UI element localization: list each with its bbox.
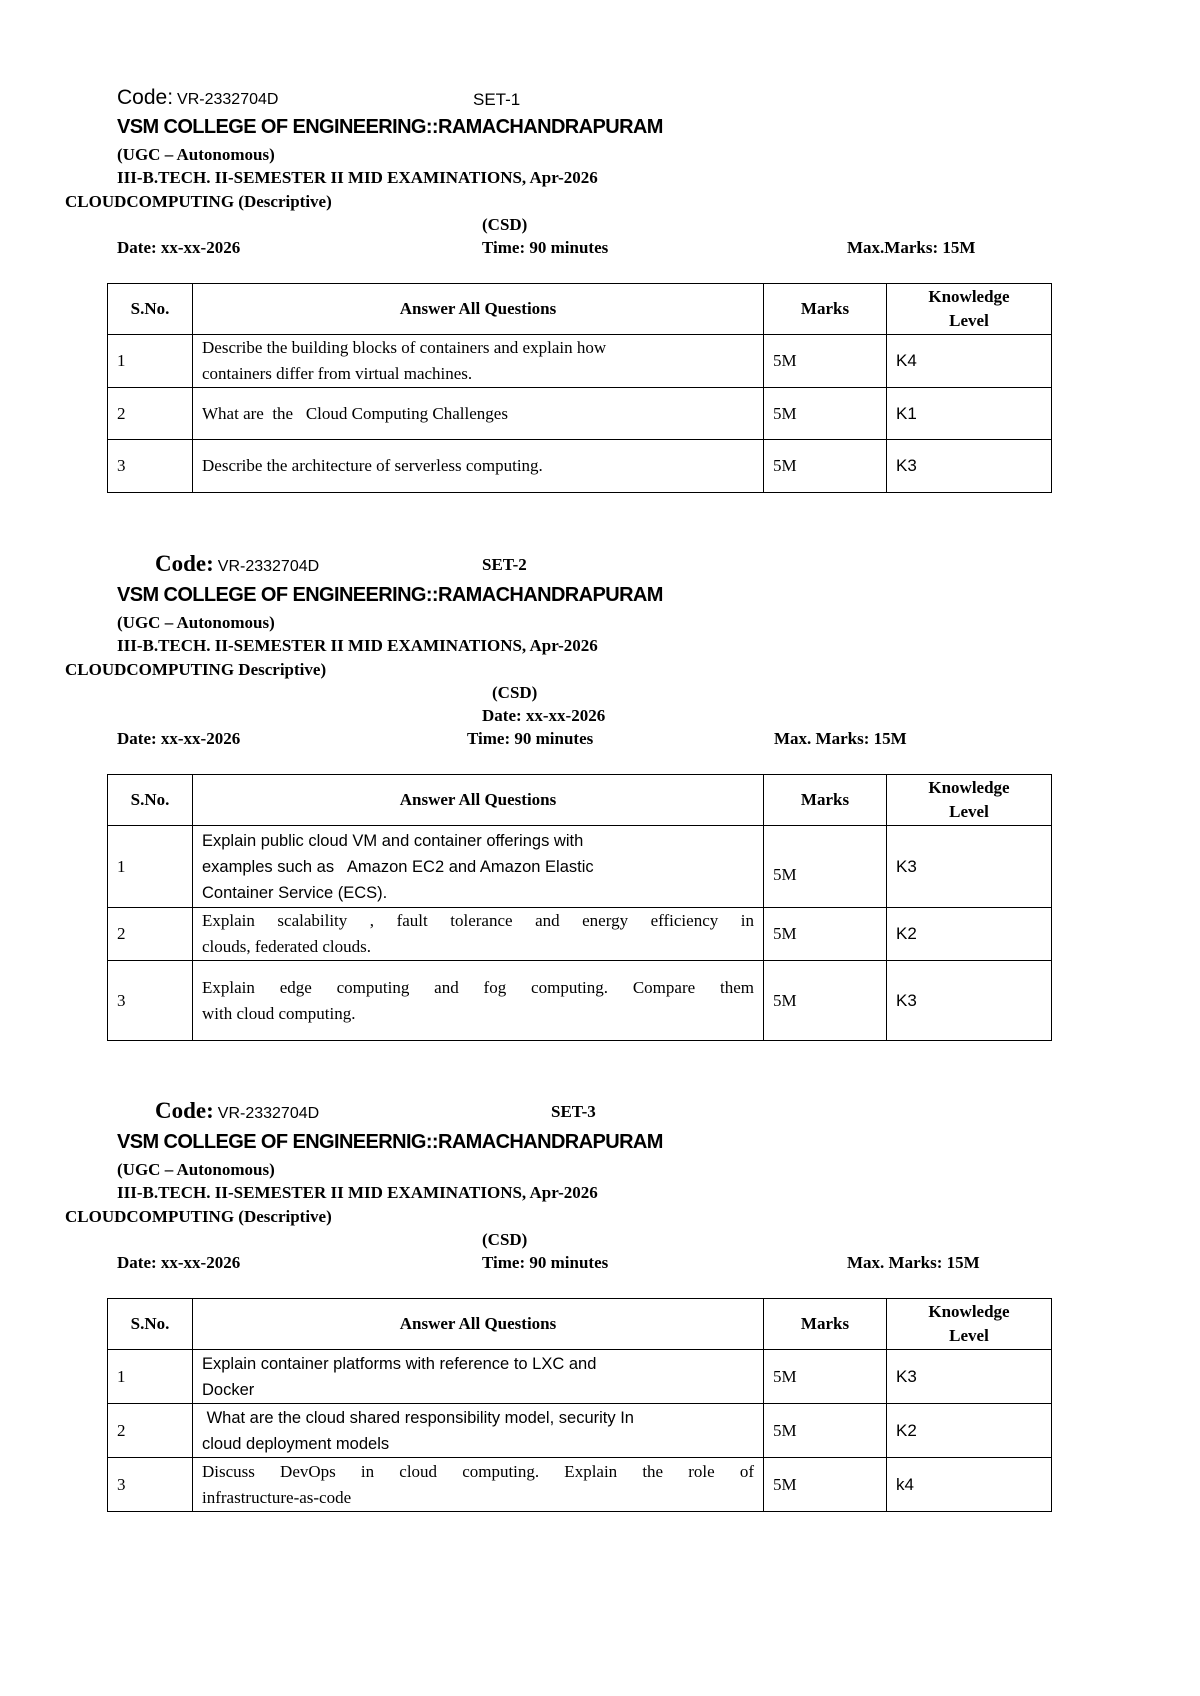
knowledge-level: K3 <box>887 826 1052 908</box>
table-row <box>108 1404 1052 1458</box>
question-text: Describe the building blocks of containers and explain how containers differ from virtual machines. <box>193 335 764 388</box>
max-marks: Max. Marks: 15M <box>847 1253 980 1272</box>
question-text: What are the cloud shared responsibility model, security In cloud deployment models <box>193 1404 764 1458</box>
code-label: Code: <box>155 551 214 576</box>
autonomous-label: (UGC – Autonomous) <box>117 1160 275 1179</box>
questions-table <box>107 774 1052 1041</box>
autonomous-label: (UGC – Autonomous) <box>117 613 275 632</box>
exam-date: Date: xx-xx-2026 <box>117 238 241 257</box>
question-marks: 5M <box>764 1404 887 1458</box>
table-row <box>108 908 1052 961</box>
header-knowledge-level: Knowledge Level <box>887 775 1052 826</box>
question-text: Discuss DevOps in cloud computing. Explain the role of infrastructure-as-code <box>193 1458 764 1512</box>
subject-title: CLOUDCOMPUTING (Descriptive) <box>65 1207 332 1226</box>
header-sno: S.No. <box>108 1299 193 1350</box>
question-number: 2 <box>108 908 193 961</box>
knowledge-level: k4 <box>887 1458 1052 1512</box>
table-row <box>108 388 1052 440</box>
question-text: Describe the architecture of serverless computing. <box>193 440 764 493</box>
college-name: VSM COLLEGE OF ENGINEERING::RAMACHANDRAPURAM <box>117 116 663 138</box>
table-header-row <box>108 284 1052 335</box>
header-questions: Answer All Questions <box>193 284 764 335</box>
exam-time: Time: 90 minutes <box>482 1253 609 1272</box>
table-row <box>108 961 1052 1041</box>
set-label: SET-1 <box>473 90 521 109</box>
header-marks: Marks <box>764 1299 887 1350</box>
question-marks: 5M <box>764 826 887 908</box>
question-number: 1 <box>108 1350 193 1404</box>
knowledge-level: K3 <box>887 440 1052 493</box>
subject-title: CLOUDCOMPUTING (Descriptive) <box>65 192 332 211</box>
table-row <box>108 440 1052 493</box>
knowledge-level: K1 <box>887 388 1052 440</box>
questions-table <box>107 283 1052 493</box>
knowledge-level: K4 <box>887 335 1052 388</box>
question-text: What are the Cloud Computing Challenges <box>193 388 764 440</box>
knowledge-level: K3 <box>887 961 1052 1041</box>
question-marks: 5M <box>764 440 887 493</box>
header-questions: Answer All Questions <box>193 1299 764 1350</box>
questions-table <box>107 1298 1052 1512</box>
code-value: VR-2332704D <box>217 558 320 575</box>
code-label: Code: <box>155 1098 214 1123</box>
table-row <box>108 1350 1052 1404</box>
knowledge-level: K3 <box>887 1350 1052 1404</box>
question-number: 1 <box>108 335 193 388</box>
exam-date: Date: xx-xx-2026 <box>117 1253 241 1272</box>
exam-time: Time: 90 minutes <box>482 238 609 257</box>
question-text: Explain container platforms with reference to LXC and Docker <box>193 1350 764 1404</box>
question-marks: 5M <box>764 1458 887 1512</box>
branch-label: (CSD) <box>492 683 538 702</box>
question-number: 1 <box>108 826 193 908</box>
code-line <box>155 551 319 577</box>
subject-title: CLOUDCOMPUTING Descriptive) <box>65 660 327 679</box>
code-line <box>155 1098 319 1124</box>
table-header-row <box>108 775 1052 826</box>
question-number: 2 <box>108 388 193 440</box>
branch-label: (CSD) <box>482 1230 528 1249</box>
question-text: Explain public cloud VM and container offerings with examples such as Amazon EC2 and Amazon Elastic Container Service (ECS). <box>193 826 764 908</box>
branch-label: (CSD) <box>482 215 528 234</box>
question-text: Explain scalability , fault tolerance and energy efficiency in clouds, federated clouds. <box>193 908 764 961</box>
code-line <box>117 86 278 110</box>
table-row <box>108 1458 1052 1512</box>
set-label: SET-2 <box>482 555 527 574</box>
autonomous-label: (UGC – Autonomous) <box>117 145 275 164</box>
header-sno: S.No. <box>108 284 193 335</box>
question-number: 3 <box>108 961 193 1041</box>
exam-time: Time: 90 minutes <box>467 729 594 748</box>
knowledge-level: K2 <box>887 1404 1052 1458</box>
header-sno: S.No. <box>108 775 193 826</box>
table-row <box>108 335 1052 388</box>
max-marks: Max.Marks: 15M <box>847 238 976 257</box>
knowledge-level: K2 <box>887 908 1052 961</box>
question-marks: 5M <box>764 961 887 1041</box>
max-marks: Max. Marks: 15M <box>774 729 907 748</box>
table-row <box>108 826 1052 908</box>
table-header-row <box>108 1299 1052 1350</box>
header-knowledge-level: Knowledge Level <box>887 284 1052 335</box>
question-number: 3 <box>108 1458 193 1512</box>
exam-title: III-B.TECH. II-SEMESTER II MID EXAMINATIONS, Apr-2026 <box>117 636 598 655</box>
code-label: Code: <box>117 86 174 109</box>
college-name: VSM COLLEGE OF ENGINEERNIG::RAMACHANDRAPURAM <box>117 1131 663 1153</box>
header-questions: Answer All Questions <box>193 775 764 826</box>
code-value: VR-2332704D <box>217 1105 320 1122</box>
question-marks: 5M <box>764 335 887 388</box>
college-name: VSM COLLEGE OF ENGINEERING::RAMACHANDRAPURAM <box>117 584 663 606</box>
question-marks: 5M <box>764 388 887 440</box>
question-number: 2 <box>108 1404 193 1458</box>
exam-title: III-B.TECH. II-SEMESTER II MID EXAMINATIONS, Apr-2026 <box>117 168 598 187</box>
exam-date-center: Date: xx-xx-2026 <box>482 706 606 725</box>
header-marks: Marks <box>764 775 887 826</box>
exam-title: III-B.TECH. II-SEMESTER II MID EXAMINATIONS, Apr-2026 <box>117 1183 598 1202</box>
header-marks: Marks <box>764 284 887 335</box>
header-knowledge-level: Knowledge Level <box>887 1299 1052 1350</box>
question-marks: 5M <box>764 1350 887 1404</box>
exam-date: Date: xx-xx-2026 <box>117 729 241 748</box>
set-label: SET-3 <box>551 1102 596 1121</box>
question-marks: 5M <box>764 908 887 961</box>
code-value: VR-2332704D <box>177 91 279 108</box>
question-number: 3 <box>108 440 193 493</box>
question-text: Explain edge computing and fog computing. Compare them with cloud computing. <box>193 961 764 1041</box>
